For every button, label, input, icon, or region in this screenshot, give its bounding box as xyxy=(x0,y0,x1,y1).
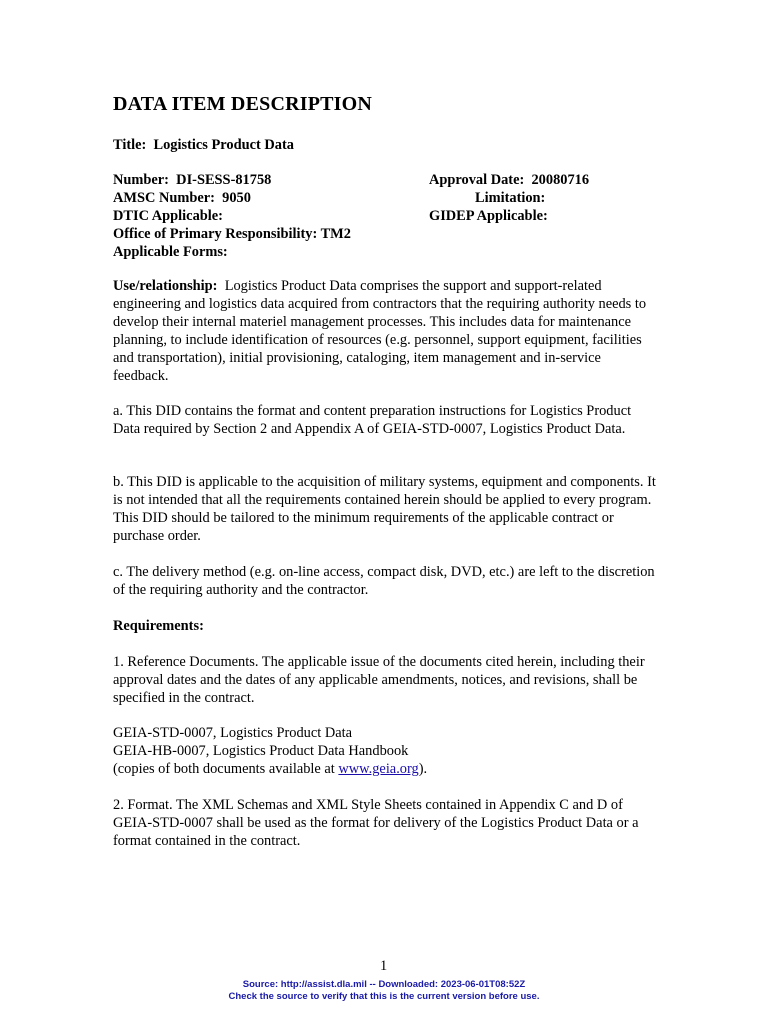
number-line xyxy=(113,171,271,189)
footer-verify-line: Check the source to verify that this is the current version before use. xyxy=(228,991,540,1002)
use-label: Use/relationship: xyxy=(113,278,218,294)
use-relationship-paragraph xyxy=(113,277,658,385)
use-text: Logistics Product Data comprises the support and support-related engineering and logistics data acquired from contractors that the requiring authority needs to develop their internal materiel management processes. This includes data for maintenance planning, to include identification of resources (e.g. personnel, support equipment, facilities and transportation), initial provisioning, cataloging, item management and in-service feedback. xyxy=(113,278,647,384)
amsc-label: AMSC Number: xyxy=(113,190,215,206)
forms-label: Applicable Forms: xyxy=(113,244,228,260)
footer-source-line: Source: http://assist.dla.mil -- Downloaded: 2023-06-01T08:52Z xyxy=(242,979,526,990)
paragraph-b: b. This DID is applicable to the acquisition of military systems, equipment and components. It is not intended that all the requirements contained herein should be applied to every program. This DID should be tailored to the minimum requirements of the applicable contract or purchase order. xyxy=(113,474,656,544)
reference-2: GEIA-HB-0007, Logistics Product Data Handbook xyxy=(113,743,409,759)
opr-label: Office of Primary Responsibility: xyxy=(113,226,318,242)
opr-value: TM2 xyxy=(320,226,351,242)
approval-line xyxy=(429,171,589,189)
document-heading: DATA ITEM DESCRIPTION xyxy=(113,93,373,115)
number-label: Number: xyxy=(113,172,169,188)
paragraph-a: a. This DID contains the format and content preparation instructions for Logistics Product Data required by Section 2 and Appendix A of GEIA-STD-0007, Logistics Product Data. xyxy=(113,403,632,437)
dtic-label: DTIC Applicable: xyxy=(113,208,223,224)
title-value: Logistics Product Data xyxy=(153,137,294,153)
reference-1: GEIA-STD-0007, Logistics Product Data xyxy=(113,725,353,741)
paragraph-c: c. The delivery method (e.g. on-line access, compact disk, DVD, etc.) are left to the discretion of the requiring authority and the contractor. xyxy=(113,564,655,598)
approval-label: Approval Date: xyxy=(429,172,525,188)
number-value: DI-SESS-81758 xyxy=(176,172,272,188)
requirement-2: 2. Format. The XML Schemas and XML Style Sheets contained in Appendix C and D of GEIA-STD-0007 shall be used as the format for delivery of the Logistics Product Data or a format contained in the contract. xyxy=(113,797,639,849)
page-number: 1 xyxy=(380,958,388,974)
reference-3 xyxy=(113,760,427,778)
approval-value: 20080716 xyxy=(531,172,590,188)
limitation-label: Limitation: xyxy=(475,190,546,206)
title-label: Title: xyxy=(113,137,147,153)
gidep-label: GIDEP Applicable: xyxy=(429,208,548,224)
requirements-heading: Requirements: xyxy=(113,618,204,634)
reference-3-suffix: ). xyxy=(418,761,428,777)
amsc-value: 9050 xyxy=(222,190,251,206)
title-line xyxy=(113,136,294,154)
reference-3-prefix: (copies of both documents available at xyxy=(113,761,339,777)
amsc-line xyxy=(113,189,251,207)
requirement-1: 1. Reference Documents. The applicable issue of the documents cited herein, including their approval dates and the dates of any applicable amendments, notices, and revisions, shall be specified in the contract. xyxy=(113,654,645,706)
opr-line xyxy=(113,225,351,243)
geia-link[interactable]: www.geia.org xyxy=(338,761,419,777)
